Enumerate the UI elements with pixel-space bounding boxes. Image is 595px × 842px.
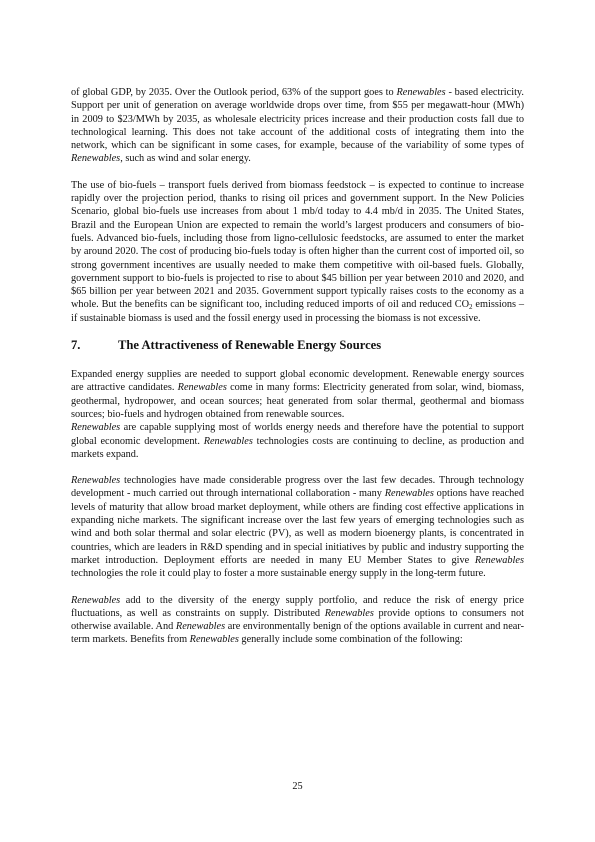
paragraph-diversity-benefits (71, 594, 524, 647)
paragraph-renewables-capable (71, 421, 524, 461)
section-title: The Attractiveness of Renewable Energy Sources (118, 338, 382, 353)
paragraph-text: add to the diversity of the energy supply portfolio, and reduce the risk of energy price fluctuations, as well as constraints on supply. Distributed (71, 594, 524, 619)
paragraph-text: provide options to consumers not otherwise available. And (71, 607, 524, 633)
paragraph-text: , such as wind and solar energy. (120, 153, 251, 165)
renewables-term: Renewables (71, 422, 121, 434)
paragraph-text: come in many forms: Electricity generated from solar, wind, biomass, geothermal, hydropower, and ocean sources; heat generated from solar thermal, geothermal and biomass sources; bio-fuels and hydrogen obtained from renewable sources. (71, 382, 524, 420)
page-number: 25 (292, 781, 303, 792)
paragraph-text: of global GDP, by 2035. Over the Outlook period, 63% of the support goes to (71, 87, 397, 98)
page-body (71, 86, 524, 647)
paragraph-text: emissions – if sustainable biomass is used and the fossil energy used in processing the biomass is not excessive. (71, 299, 524, 324)
renewables-term: Renewables (177, 382, 227, 394)
paragraph-text: Expanded energy supplies are needed to support global economic development. Renewable energy sources are attractive candidates. (71, 369, 524, 394)
renewables-term: Renewables (384, 488, 434, 500)
section-heading (71, 338, 524, 353)
paragraph-text: technologies have made considerable progress over the last few decades. Through technology development - much carried out through international collaboration - many (71, 475, 524, 500)
paragraph-text: The use of bio-fuels – transport fuels derived from biomass feedstock – is expected to continue to increase rapidly over the projection period, thanks to rising oil prices and government support. In the New Policies Scenario, global bio-fuels use increases from about 1 mb/d today to 4.4 mb/d in 2035. The United States, Brazil and the European Union are expected to remain the world’s largest producers and consumers of bio-fuels. Advanced bio-fuels, including those from ligno-cellulosic feedstocks, are assumed to enter the market by around 2020. The cost of producing bio-fuels today is often higher than the current cost of imported oil, so strong government incentives are usually needed to make them competitive with oil-based fuels. Globally, government support to bio-fuels is projected to rise to about $45 billion per year between 2010 and 2020, and $65 billion per year between 2021 and 2035. Government support typically raises costs to the economy as a whole. But the benefits can be significant too, including reduced imports of oil and reduced CO (71, 179, 524, 311)
renewables-term: Renewables (324, 607, 374, 619)
renewables-term: Renewables (474, 554, 524, 566)
renewables-term: Renewables (396, 87, 446, 98)
paragraph-text: technologies the role it could play to foster a more sustainable energy supply in the long-term future. (71, 568, 486, 580)
renewables-term: Renewables (71, 594, 121, 606)
section-number: 7. (71, 338, 81, 353)
paragraph-text: technologies costs are continuing to decline, as production and markets expand. (71, 435, 524, 460)
paragraph-biofuels (71, 179, 524, 325)
paragraph-text: generally include some combination of the following: (238, 634, 463, 646)
paragraph-expanded-supplies (71, 368, 524, 421)
renewables-term: Renewables (175, 621, 226, 633)
renewables-term: Renewables (71, 475, 121, 487)
subscript-text: 2 (469, 303, 473, 312)
renewables-term: Renewables (203, 435, 253, 447)
paragraph-text: are capable supplying most of worlds energy needs and therefore have the potential to support global economic development. (71, 422, 524, 447)
paragraph-technology-progress (71, 474, 524, 580)
paragraph-gdp-support (71, 86, 524, 166)
renewables-term: Renewables (189, 634, 239, 646)
paragraph-text: - based electricity. Support per unit of generation on average worldwide drops over time, from $55 per megawatt-hour (MWh) in 2009 to $23/MWh by 2035, as wholesale electricity prices increase and their production costs fall due to technological learning. This does not take account of the additional costs of integrating them into the network, which can be significant in some cases, for example, because of the variability of some types of (71, 87, 524, 152)
paragraph-text: options have reached levels of maturity that allow broad market deployment, while others are finding cost effective applications in expanding niche markets. The significant increase over the last few years of emerging technologies such as wind and both solar thermal and solar electric (PV), as well as modern bioenergy plants, is concentrated in countries, which are leaders in R&D spending and in special initiatives by public and industry supporting the market introduction. Deployment efforts are needed in many EU Member States to give (71, 488, 524, 566)
paragraph-text: are environmentally benign of the options available in current and near-term markets. Benefits from (71, 621, 524, 646)
renewables-term: Renewables (71, 153, 121, 165)
